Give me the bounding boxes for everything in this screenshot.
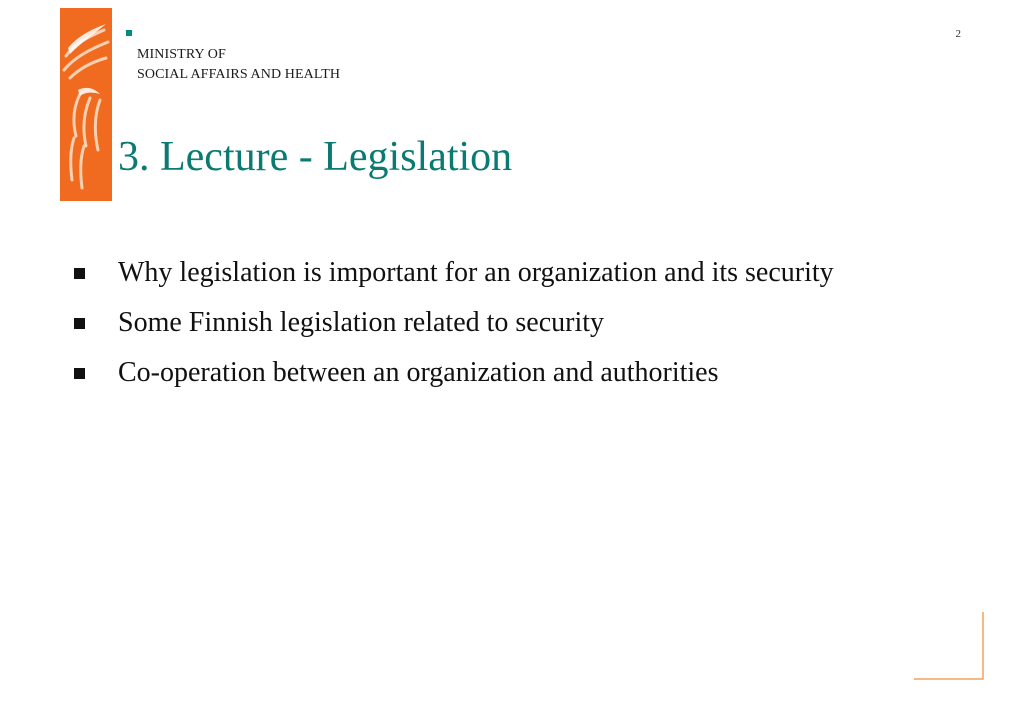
ministry-name xyxy=(137,45,340,85)
bullet-text: Why legislation is important for an organization and its security xyxy=(118,257,834,288)
bullet-list xyxy=(70,253,910,403)
bullet-text: Some Finnish legislation related to security xyxy=(118,307,605,338)
ministry-name-line-1: MINISTRY OF xyxy=(137,47,226,62)
page-number: 2 xyxy=(955,28,961,40)
list-item xyxy=(70,303,910,343)
list-item xyxy=(70,353,910,393)
corner-bracket-decoration xyxy=(914,612,984,680)
list-item xyxy=(70,253,910,293)
ministry-logo-icon xyxy=(60,8,112,201)
teal-square-accent xyxy=(126,30,132,36)
bullet-text: Co-operation between an organization and authorities xyxy=(118,357,719,388)
square-bullet-icon xyxy=(74,268,85,279)
ministry-name-line-2: SOCIAL AFFAIRS AND HEALTH xyxy=(137,67,341,82)
square-bullet-icon xyxy=(74,318,85,329)
slide-title: 3. Lecture - Legislation xyxy=(118,134,513,180)
square-bullet-icon xyxy=(74,368,85,379)
